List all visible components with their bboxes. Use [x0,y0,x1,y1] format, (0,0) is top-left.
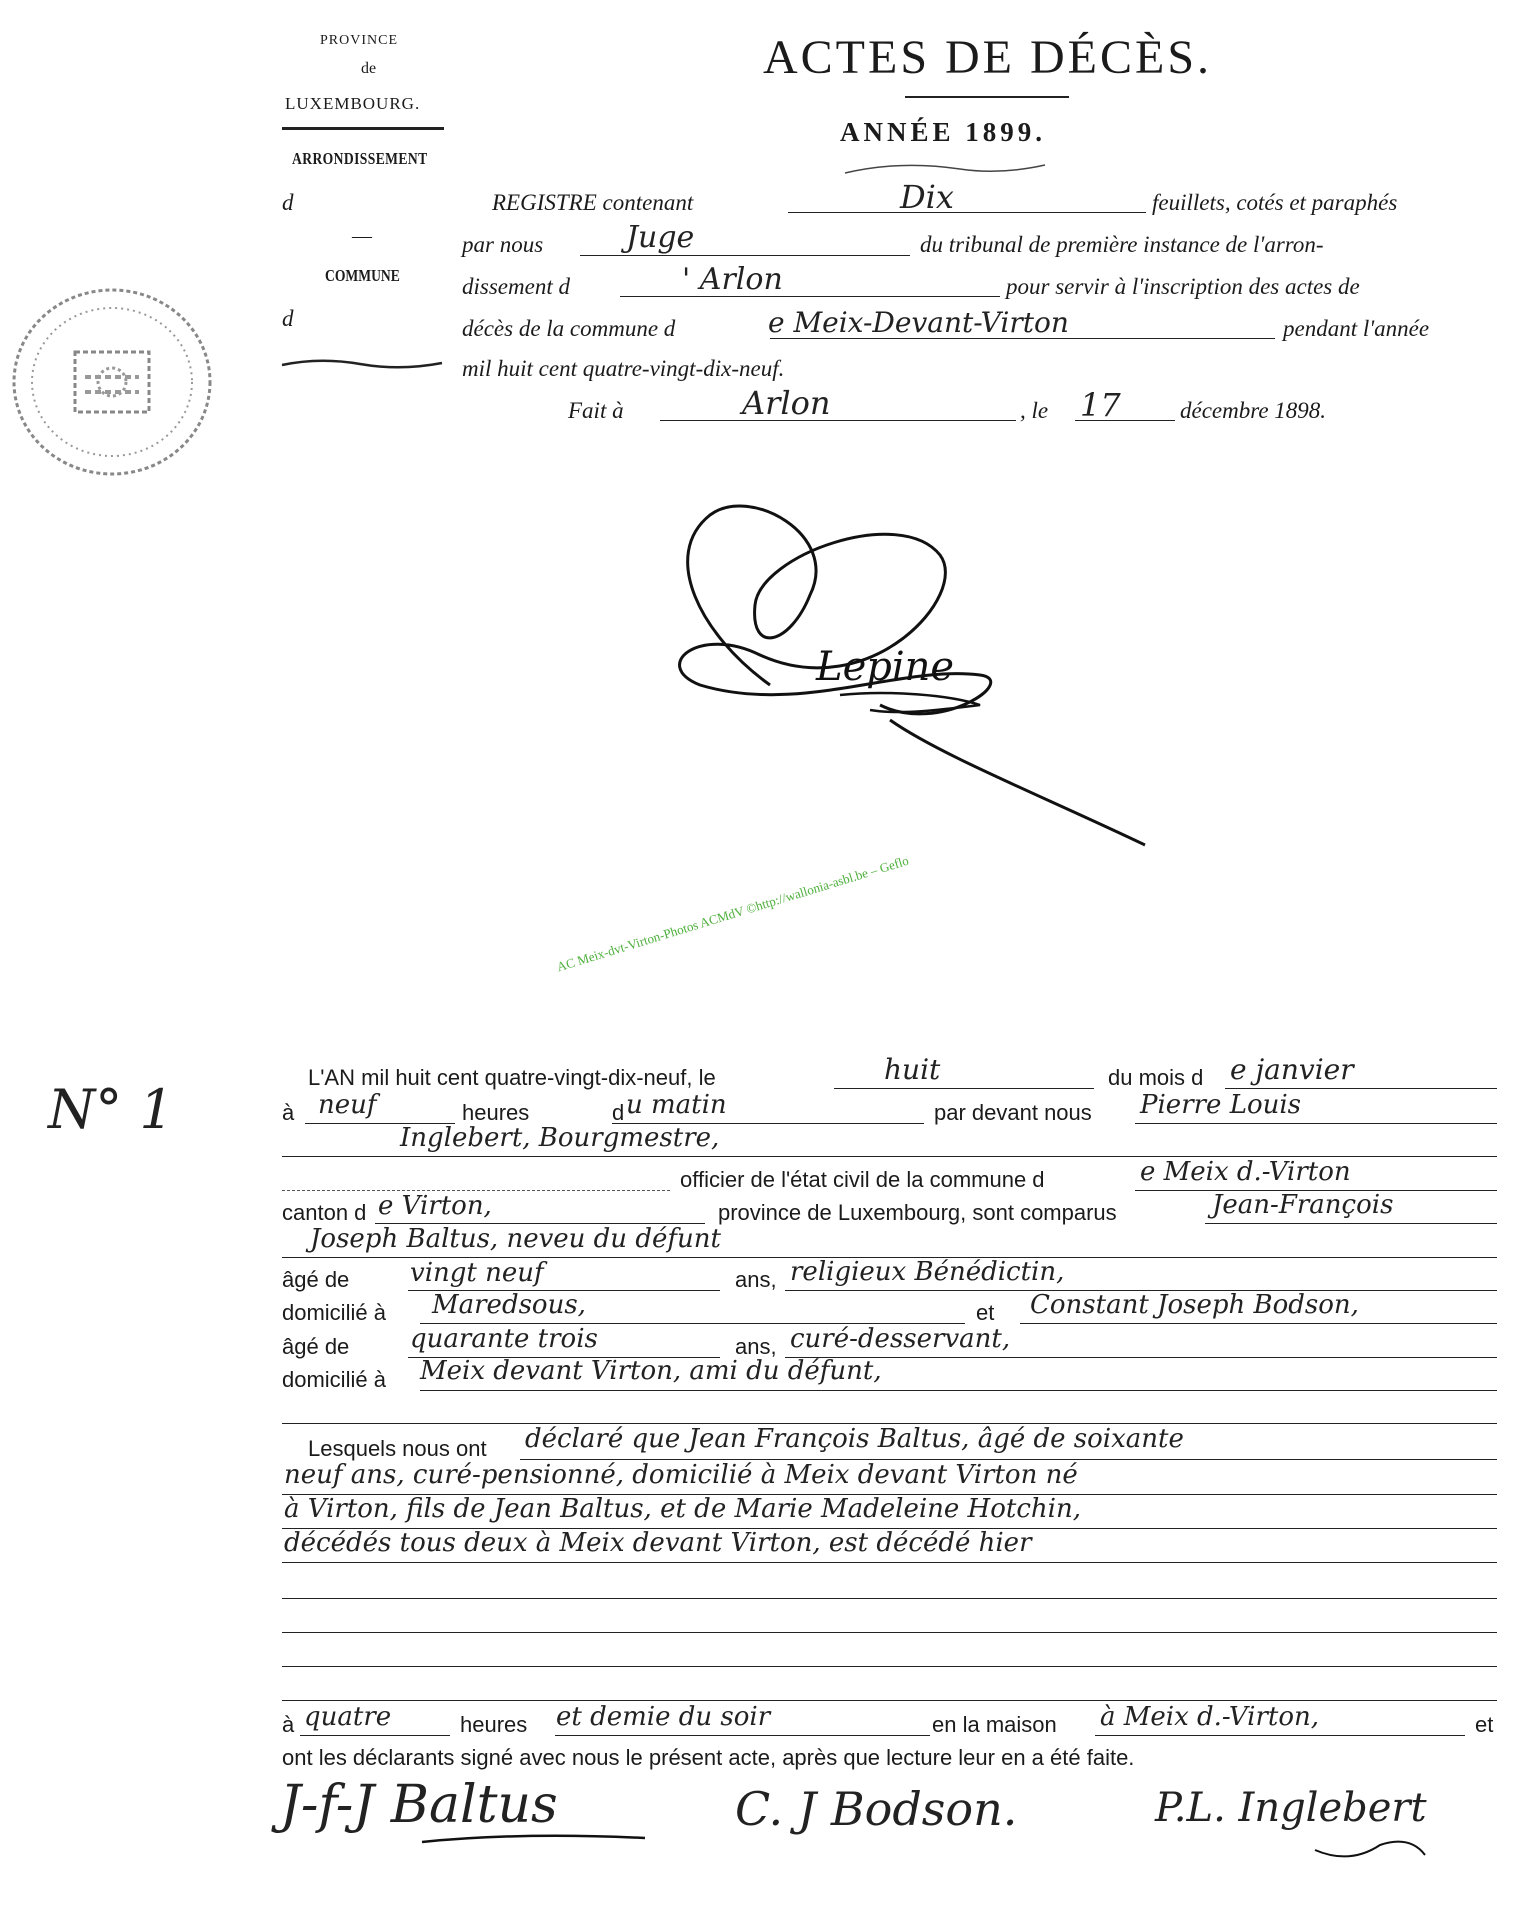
fill-line [834,1088,1094,1089]
register-line1-b: feuillets, cotés et paraphés [1152,190,1398,215]
act-line10-a: domicilié à [282,1367,386,1392]
title-underline [905,96,1069,98]
act-declaration-hand-2: neuf ans, curé-pensionné, domicilié à Meix devant Virton né [284,1460,1078,1490]
fill-line [282,1562,1497,1563]
fill-line [420,1390,1497,1391]
fill-line [1135,1123,1497,1124]
fill-line [1020,1323,1497,1324]
province-de: de [361,60,377,77]
act-commune-hand: e Meix d.-Virton [1140,1157,1351,1187]
act-occupation1-hand: religieux Bénédictin, [790,1257,1065,1287]
act-age2-hand: quarante trois [410,1324,598,1354]
act-line8-a: domicilié à [282,1300,386,1325]
register-le: , le [1020,398,1049,423]
register-count-hand: Dix [900,178,954,216]
act-line9-a: âgé de [282,1334,350,1359]
fill-line [282,1666,1497,1667]
act-line1-b: du mois d [1108,1065,1204,1090]
signature-officer: P.L. Inglebert [1155,1785,1427,1831]
judge-signature [640,495,1170,865]
act-line15-c: en la maison [932,1712,1057,1737]
fill-line [555,1735,930,1736]
act-declarant1-hand: Jean-François [1212,1190,1394,1220]
fill-line [282,1700,1497,1701]
watermark: AC Meix-dvt-Virton-Photos ACMdV ©http://wallonia-asbl.be – Geflo [555,852,911,975]
act-line15-d: et [1475,1712,1494,1737]
act-line15-a: à [282,1712,295,1737]
header-swash [280,355,445,375]
province-label: PROVINCE [320,33,399,48]
act-occupation2-hand: curé-desservant, [790,1324,1011,1354]
fill-line [785,1357,1497,1358]
act-period-hand: u matin [626,1090,727,1120]
register-line2-b: du tribunal de première instance de l'arron- [920,232,1324,257]
signature-flourish [1310,1830,1430,1870]
fill-line [580,255,910,256]
act-death-hour-hand: quatre [304,1702,392,1732]
header-divider [282,127,444,130]
act-line1-a: L'AN mil huit cent quatre-vingt-dix-neuf, le [308,1065,716,1090]
act-residence1-hand: Maredsous, [432,1290,586,1320]
signature-underline [420,1830,650,1850]
fill-line [282,1632,1497,1633]
commune-dash: — [352,225,372,247]
act-line4-a: officier de l'état civil de la commune d [680,1167,1045,1192]
act-month-hand: e janvier [1230,1053,1354,1086]
act-line5-a: canton d [282,1200,367,1225]
act-death-place-hand: à Meix d.-Virton, [1100,1702,1319,1732]
register-commune-hand: e Meix-Devant-Virton [768,306,1069,339]
act-day-hand: huit [884,1053,941,1086]
register-place-hand: Arlon [742,384,831,422]
register-line5: mil huit cent quatre-vingt-dix-neuf. [462,356,785,381]
act-declarant1-relation-hand: Joseph Baltus, neveu du défunt [310,1224,721,1254]
act-line7-b: ans, [735,1267,777,1292]
register-line4-a: décès de la commune d [462,316,676,341]
fill-line [788,212,1146,213]
act-line2-a: à [282,1100,295,1125]
commune-label: COMMUNE [325,266,400,285]
act-officer-hand: Inglebert, Bourgmestre, [400,1123,720,1153]
act-hour-hand: neuf [318,1090,377,1120]
act-line16: ont les déclarants signé avec nous le présent acte, après que lecture leur en a été faite. [282,1745,1135,1770]
document-year: ANNÉE 1899. [840,117,1047,147]
fill-line [660,420,1016,421]
act-declarant2-hand: Constant Joseph Bodson, [1030,1290,1359,1320]
fill-line [300,1735,450,1736]
fill-line [282,1598,1497,1599]
act-officer-firstname-hand: Pierre Louis [1140,1090,1302,1120]
signature-declarant1: J-f-J Baltus [280,1775,558,1835]
register-line3-b: pour servir à l'inscription des actes de [1006,274,1360,299]
act-canton-hand: e Virton, [378,1191,492,1221]
act-line2-c: d [612,1100,625,1125]
register-fait-a: Fait à [568,398,624,423]
commune-d: d [282,306,294,331]
act-line5-b: province de Luxembourg, sont comparus [718,1200,1117,1225]
arrondissement-d: d [282,190,294,215]
act-line9-b: ans, [735,1334,777,1359]
act-line11-a: Lesquels nous ont [308,1436,487,1461]
act-declaration-hand-3: à Virton, fils de Jean Baltus, et de Marie Madeleine Hotchin, [284,1494,1081,1524]
register-date-rest: décembre 1898. [1180,398,1327,423]
register-judge-hand: Juge [626,220,695,255]
fill-line [1095,1735,1465,1736]
act-line2-b: heures [462,1100,530,1125]
signature-declarant2: C. J Bodson. [735,1782,1018,1836]
fill-line [1225,1088,1497,1089]
act-declaration-hand-4: décédés tous deux à Meix devant Virton, est décédé hier [284,1528,1032,1558]
act-line2-d: par devant nous [934,1100,1092,1125]
act-declaration-hand-1: déclaré que Jean François Baltus, âgé de soixante [525,1424,1184,1454]
official-seal [5,282,220,482]
register-arrondissement-hand: ' Arlon [682,262,783,297]
fill-line [1205,1223,1497,1224]
register-line2-a: par nous [462,232,544,257]
act-line15-b: heures [460,1712,528,1737]
act-line8-b: et [976,1300,995,1325]
register-day-hand: 17 [1080,386,1121,424]
register-line1-a: REGISTRE contenant [492,190,694,215]
register-line4-b: pendant l'année [1283,316,1430,341]
document-title: ACTES DE DÉCÈS. [763,31,1213,84]
act-age1-hand: vingt neuf [410,1258,544,1288]
arrondissement-label: ARRONDISSEMENT [292,149,428,168]
act-death-time-hand: et demie du soir [556,1702,771,1732]
act-line7-a: âgé de [282,1267,350,1292]
act-residence2-hand: Meix devant Virton, ami du défunt, [420,1356,882,1386]
province-name: LUXEMBOURG. [285,94,421,113]
judge-signature-name: Lepine [816,644,955,690]
register-line3-a: dissement d [462,274,570,299]
act-number: N° 1 [48,1078,174,1141]
fill-line [620,296,1000,297]
